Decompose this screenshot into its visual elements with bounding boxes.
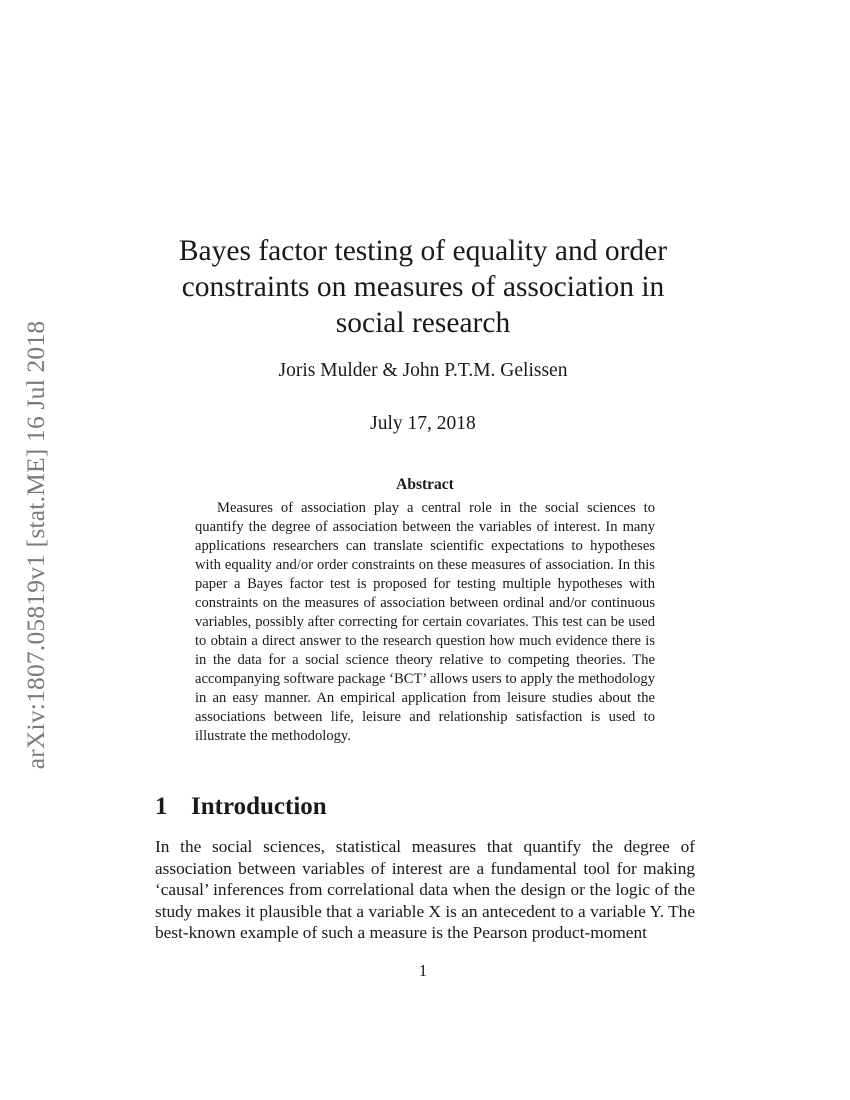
paper-authors: Joris Mulder & John P.T.M. Gelissen [278,360,568,381]
section-number: 1 [155,793,168,820]
introduction-paragraph: In the social sciences, statistical measures that quantify the degree of association between variables of interest are a fundamental tool for making ‘causal’ inferences from correlational data when the design or the logic of the study makes it plausible that a variable X is an antecedent to a variable Y. The best-known example of such a measure is the Pearson product-moment [155,837,695,942]
paper-date: July 17, 2018 [370,413,476,434]
abstract-body: Measures of association play a central role in the social sciences to quantify the degree of association between the variables of interest. In many applications researchers can translate scientific expectations to hypotheses with equality and/or order constraints on these measures of association. In this paper a Bayes factor test is proposed for testing multiple hypotheses with constraints on the measures of association between ordinal and/or continuous variables, possibly after correcting for certain covariates. This test can be used to obtain a direct answer to the research question how much evidence there is in the data for a social science theory relative to competing theories. The accompanying software package ‘BCT’ allows users to apply the methodology in an easy manner. An empirical application from leisure studies about the associations between life, leisure and relationship satisfaction is used to illustrate the methodology. [195,500,655,744]
section-heading [155,793,327,821]
arxiv-identifier: arXiv:1807.05819v1 [stat.ME] 16 Jul 2018 [21,320,50,770]
paper-title: Bayes factor testing of equality and order constraints on measures of association in social research [178,235,668,339]
abstract-heading: Abstract [396,476,454,493]
section-title: Introduction [191,793,327,820]
page-number: 1 [418,961,428,980]
